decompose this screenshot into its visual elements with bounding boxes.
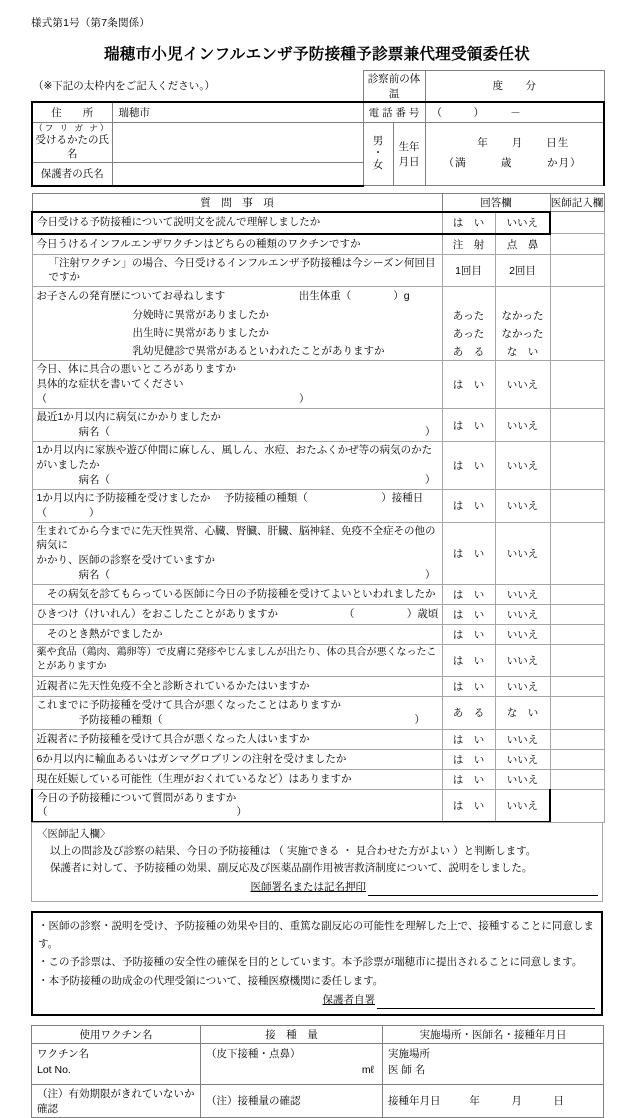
question-text: 今日うけるインフルエンザワクチンはどちらの種類のワクチンですか: [32, 234, 442, 255]
question-text: お子さんの発育歴についてお尋ねします 出生体重（ ）g: [32, 287, 442, 307]
question-text: 薬や食品（鶏肉、鶏卵等）で皮膚に発疹やじんましんが出たり、体の具合が悪くなったことがありますか: [32, 645, 442, 676]
question-text: そのとき熱がでましたか: [32, 625, 442, 645]
vaccine-dose-unit: mℓ: [361, 1063, 374, 1076]
vaccine-name-label: ワクチン名: [37, 1047, 89, 1060]
vaccine-name-cell[interactable]: [32, 1043, 201, 1084]
table-row: [32, 234, 604, 255]
answer-option-b[interactable]: いいえ: [495, 489, 550, 522]
doctor-entry-cell[interactable]: [550, 749, 604, 769]
question-line-1: これまでに予防接種を受けて具合が悪くなったことはありますか: [36, 698, 341, 711]
question-line-1: 今日、体に具合の悪いところがありますか: [36, 363, 236, 376]
answer-option-b[interactable]: いいえ: [495, 645, 550, 676]
column-header-question: 質 問 事 項: [32, 193, 442, 212]
consent-line-1: ・医師の診察・説明を受け、予防接種の効果や目的、重篤な副反応の可能性を理解した上で、接種することに同意します。: [38, 920, 594, 951]
answer-option-b[interactable]: なかった: [495, 306, 550, 324]
table-row: [32, 442, 604, 490]
question-text: 1か月以内に予防接種を受けましたか 予防接種の種類（ ）接種日（ ）: [32, 489, 442, 522]
vaccine-entry-row: [32, 1043, 604, 1084]
answer-option-a[interactable]: は い: [442, 585, 495, 605]
vaccine-date-cell[interactable]: [383, 1084, 604, 1117]
identity-row-recipient: [32, 122, 604, 162]
dob-label-line1: 生年: [398, 140, 420, 153]
answer-option-b[interactable]: いいえ: [495, 585, 550, 605]
question-line-2: 具体的な症状を書いてください（ ）: [36, 378, 310, 406]
answer-option-a[interactable]: は い: [442, 522, 495, 585]
vaccine-lot-label: Lot No.: [37, 1063, 71, 1076]
vaccine-note-row: [32, 1084, 604, 1117]
sex-selector[interactable]: [363, 122, 393, 185]
table-row: [32, 489, 604, 522]
address-value[interactable]: 瑞穂市: [112, 102, 363, 123]
table-row: [32, 729, 604, 749]
doctor-entry-cell[interactable]: [550, 287, 604, 361]
document-body: [31, 0, 603, 1118]
doctor-entry-cell[interactable]: [550, 522, 604, 585]
vaccine-dose-note: （注）接種量の確認: [201, 1084, 383, 1117]
answer-option-b[interactable]: いいえ: [495, 729, 550, 749]
doctor-memo-box: [31, 822, 603, 902]
answer-option-b[interactable]: いいえ: [495, 361, 550, 409]
question-text: 今日受ける予防接種について説明文を読んで理解しましたか: [32, 212, 442, 234]
answer-option-a[interactable]: あ る: [442, 696, 495, 729]
answer-option-a: [442, 287, 495, 307]
consent-line-2: ・この予診票は、予防接種の安全性の確保を目的としています。本予診票が瑞穂市に提出されることに同意します。: [38, 956, 583, 969]
question-line-1: 生まれてから今までに先天性異常、心臓、腎臓、肝臓、脳神経、免疫不全症その他の病気に: [36, 524, 436, 552]
doctor-signature-row: [36, 877, 598, 896]
vaccine-dose-cell[interactable]: [201, 1043, 383, 1084]
doctor-entry-cell[interactable]: [550, 729, 604, 749]
doctor-explanation-line: 保護者に対して、予防接種の効果、副反応及び医薬品副作用被害救済制度について、説明をしました。: [50, 862, 533, 875]
question-text: 近親者に予防接種を受けて具合が悪くなった人はいますか: [32, 729, 442, 749]
doctor-entry-cell[interactable]: [550, 585, 604, 605]
temperature-value: 度 分: [425, 70, 604, 102]
table-row: [32, 625, 604, 645]
question-text: 出生時に異常がありましたか: [32, 324, 442, 342]
phone-label: 電 話 番 号: [363, 102, 425, 123]
vaccine-place-label: 実施場所: [388, 1047, 430, 1060]
doctor-entry-cell[interactable]: [550, 789, 604, 822]
question-text: [32, 522, 442, 585]
dob-label: [393, 122, 425, 185]
table-row: [32, 769, 604, 789]
identity-table: [31, 70, 605, 187]
answer-option-b[interactable]: いいえ: [495, 749, 550, 769]
vaccine-expiry-note: （注）有効期限がきれていないか確認: [32, 1084, 201, 1117]
answer-option-b[interactable]: な い: [495, 696, 550, 729]
answer-option-a[interactable]: は い: [442, 729, 495, 749]
answer-option-b[interactable]: いいえ: [495, 409, 550, 442]
question-line-2: 予防接種の種類（ ）: [36, 713, 425, 726]
sex-separator: ・: [372, 146, 384, 159]
answer-option-a[interactable]: は い: [442, 409, 495, 442]
guardian-signature-row: [38, 990, 595, 1009]
question-text: [32, 409, 442, 442]
answer-option-a[interactable]: は い: [442, 489, 495, 522]
question-text: 「注射ワクチン」の場合、今日受けるインフルエンザ予防接種は今シーズン何回目ですか: [32, 254, 442, 287]
question-line-2: かかり、医師の診察を受けていますか: [36, 554, 215, 567]
question-text: 6か月以内に輸血あるいはガンマグロブリンの注射を受けましたか: [32, 749, 442, 769]
recipient-name-value[interactable]: [112, 122, 363, 162]
identity-row-note: [32, 70, 604, 102]
question-line-1: 1か月以内に家族や遊び仲間に麻しん、風しん、水痘、おたふくかぜ等の病気のかたがいましたか: [36, 444, 433, 471]
questions-table: [31, 193, 605, 824]
doctor-entry-cell[interactable]: [550, 254, 604, 287]
question-line-1: 最近1か月以内に病気にかかりましたか: [36, 411, 221, 424]
question-line-2: 病名（ ）: [36, 473, 436, 486]
answer-option-a[interactable]: あ る: [442, 342, 495, 361]
answer-option-a[interactable]: は い: [442, 212, 495, 234]
questions-header-row: [32, 193, 604, 212]
question-text: [32, 361, 442, 409]
dob-label-line2: 月日: [398, 155, 420, 168]
sex-female: 女: [372, 158, 384, 171]
answer-option-a[interactable]: は い: [442, 676, 495, 696]
doctor-entry-cell[interactable]: [550, 625, 604, 645]
vaccine-col-header-dose: 接 種 量: [201, 1025, 383, 1043]
answer-option-b[interactable]: な い: [495, 342, 550, 361]
answer-option-a[interactable]: は い: [442, 361, 495, 409]
doctor-judgement-line[interactable]: 以上の問診及び診察の結果、今日の予防接種は （ 実施できる ・ 見合わせた方がよい ）と判断します。: [50, 845, 537, 858]
table-row: [32, 324, 604, 342]
answer-option-a[interactable]: は い: [442, 789, 495, 822]
vaccine-header-row: [32, 1025, 604, 1043]
table-row: [32, 696, 604, 729]
doctor-entry-cell[interactable]: [550, 676, 604, 696]
vaccine-dose-route: （皮下接種・点鼻）: [206, 1047, 301, 1060]
doctor-entry-cell[interactable]: [550, 234, 604, 255]
table-row: [32, 645, 604, 676]
dob-value-line1: 年 月 日生: [477, 136, 570, 149]
answer-option-a[interactable]: は い: [442, 625, 495, 645]
doctor-entry-cell[interactable]: [550, 645, 604, 676]
doctor-entry-cell[interactable]: [550, 489, 604, 522]
recipient-name-label: 受けるかたの氏名: [35, 134, 109, 161]
table-row: [32, 522, 604, 585]
answer-option-a[interactable]: あった: [442, 324, 495, 342]
column-header-doctor: 医師記入欄: [550, 193, 604, 212]
question-text: 近親者に先天性免疫不全と診断されているかたはいますか: [32, 676, 442, 696]
question-text: [32, 442, 442, 490]
table-row: [32, 605, 604, 625]
doctor-entry-cell[interactable]: [550, 769, 604, 789]
vaccine-doctor-label: 医 師 名: [388, 1063, 426, 1076]
doctor-entry-cell[interactable]: [550, 605, 604, 625]
answer-option-b[interactable]: いいえ: [495, 769, 550, 789]
doctor-entry-cell[interactable]: [550, 409, 604, 442]
consent-line-3: ・本予防接種の助成金の代理受領について、接種医療機関に委任します。: [38, 974, 384, 987]
vaccine-col-header-name: 使用ワクチン名: [32, 1025, 201, 1043]
question-text: ひきつけ（けいれん）をおこしたことがありますか （ ）歳頃: [32, 605, 442, 625]
answer-option-b[interactable]: 点 鼻: [495, 234, 550, 255]
doctor-entry-cell[interactable]: [550, 696, 604, 729]
vaccine-place-cell[interactable]: [383, 1043, 604, 1084]
answer-option-a[interactable]: は い: [442, 645, 495, 676]
answer-option-b[interactable]: 2回目: [495, 254, 550, 287]
table-row: [32, 749, 604, 769]
doctor-signature-label: 医師署名または記名押印: [250, 881, 366, 894]
answer-option-b[interactable]: いいえ: [495, 442, 550, 490]
phone-value[interactable]: （ ） －: [425, 102, 604, 123]
table-row: [32, 254, 604, 287]
answer-option-a[interactable]: 注 射: [442, 234, 495, 255]
answer-option-b[interactable]: いいえ: [495, 789, 550, 822]
question-text: 現在妊娠している可能性（生理がおくれているなど）はありますか: [32, 769, 442, 789]
vaccine-record-table: [31, 1025, 604, 1118]
answer-option-b[interactable]: いいえ: [495, 605, 550, 625]
doctor-section-heading: 〈医師記入欄〉: [37, 828, 111, 841]
vaccine-date-value: 年 月 日: [469, 1095, 564, 1108]
answer-option-b[interactable]: いいえ: [495, 212, 550, 234]
guardian-name-label: 保護者の氏名: [32, 162, 112, 186]
doctor-entry-cell[interactable]: [550, 442, 604, 490]
answer-option-b: [495, 287, 550, 307]
column-header-answer: 回答欄: [442, 193, 550, 212]
question-text: 今日の予防接種について質問がありますか（ ）: [32, 789, 442, 822]
page-title: 瑞穂市小児インフルエンザ予防接種予診票兼代理受領委任状: [104, 45, 530, 63]
vaccine-date-label: 接種年月日: [388, 1095, 441, 1108]
table-row: [32, 789, 604, 822]
table-row: [32, 409, 604, 442]
identity-row-address: [32, 102, 604, 123]
consent-box: [31, 911, 603, 1015]
answer-option-a[interactable]: は い: [442, 769, 495, 789]
answer-option-b[interactable]: いいえ: [495, 625, 550, 645]
table-row: [32, 212, 604, 234]
answer-option-a[interactable]: は い: [442, 442, 495, 490]
question-text: その病気を診てもらっている医師に今日の予防接種を受けてよいといわれましたか: [32, 585, 442, 605]
dob-value[interactable]: [425, 122, 604, 185]
guardian-name-value[interactable]: [112, 162, 363, 186]
doctor-entry-cell[interactable]: [550, 212, 604, 234]
form-number: 様式第1号（第7条関係）: [31, 17, 151, 29]
answer-option-a[interactable]: は い: [442, 749, 495, 769]
answer-option-b[interactable]: なかった: [495, 324, 550, 342]
table-row: [32, 361, 604, 409]
answer-option-a[interactable]: は い: [442, 605, 495, 625]
guardian-signature-label: 保護者自署: [322, 993, 375, 1006]
doctor-signature-field[interactable]: [368, 882, 598, 896]
dob-value-line2: （満 歳 か月）: [443, 156, 582, 169]
table-row: [32, 676, 604, 696]
question-text: [32, 696, 442, 729]
question-text: 分娩時に異常がありましたか: [32, 306, 442, 324]
answer-option-b[interactable]: いいえ: [495, 522, 550, 585]
address-label: 住 所: [32, 102, 112, 123]
answer-option-a[interactable]: あった: [442, 306, 495, 324]
table-row: [32, 306, 604, 324]
sex-male: 男: [372, 135, 384, 148]
table-row: [32, 585, 604, 605]
guardian-signature-field[interactable]: [377, 995, 595, 1009]
table-row: [32, 342, 604, 361]
question-line-2: 病名（ ）: [36, 426, 436, 439]
vaccine-col-header-place: 実施場所・医師名・接種年月日: [383, 1025, 604, 1043]
question-line-3: 病名（ ）: [36, 569, 436, 582]
doctor-entry-cell[interactable]: [550, 361, 604, 409]
fill-instruction-note: （※下記の太枠内をご記入ください。）: [33, 79, 216, 92]
answer-option-a[interactable]: 1回目: [442, 254, 495, 287]
question-text: 乳幼児健診で異常があるといわれたことがありますか: [32, 342, 442, 361]
answer-option-b[interactable]: いいえ: [495, 676, 550, 696]
temperature-label: 診察前の体温: [363, 70, 425, 102]
table-row: [32, 287, 604, 307]
furigana-label: （フ リ ガ ナ）: [34, 122, 111, 133]
recipient-name-label-cell: [32, 122, 112, 162]
